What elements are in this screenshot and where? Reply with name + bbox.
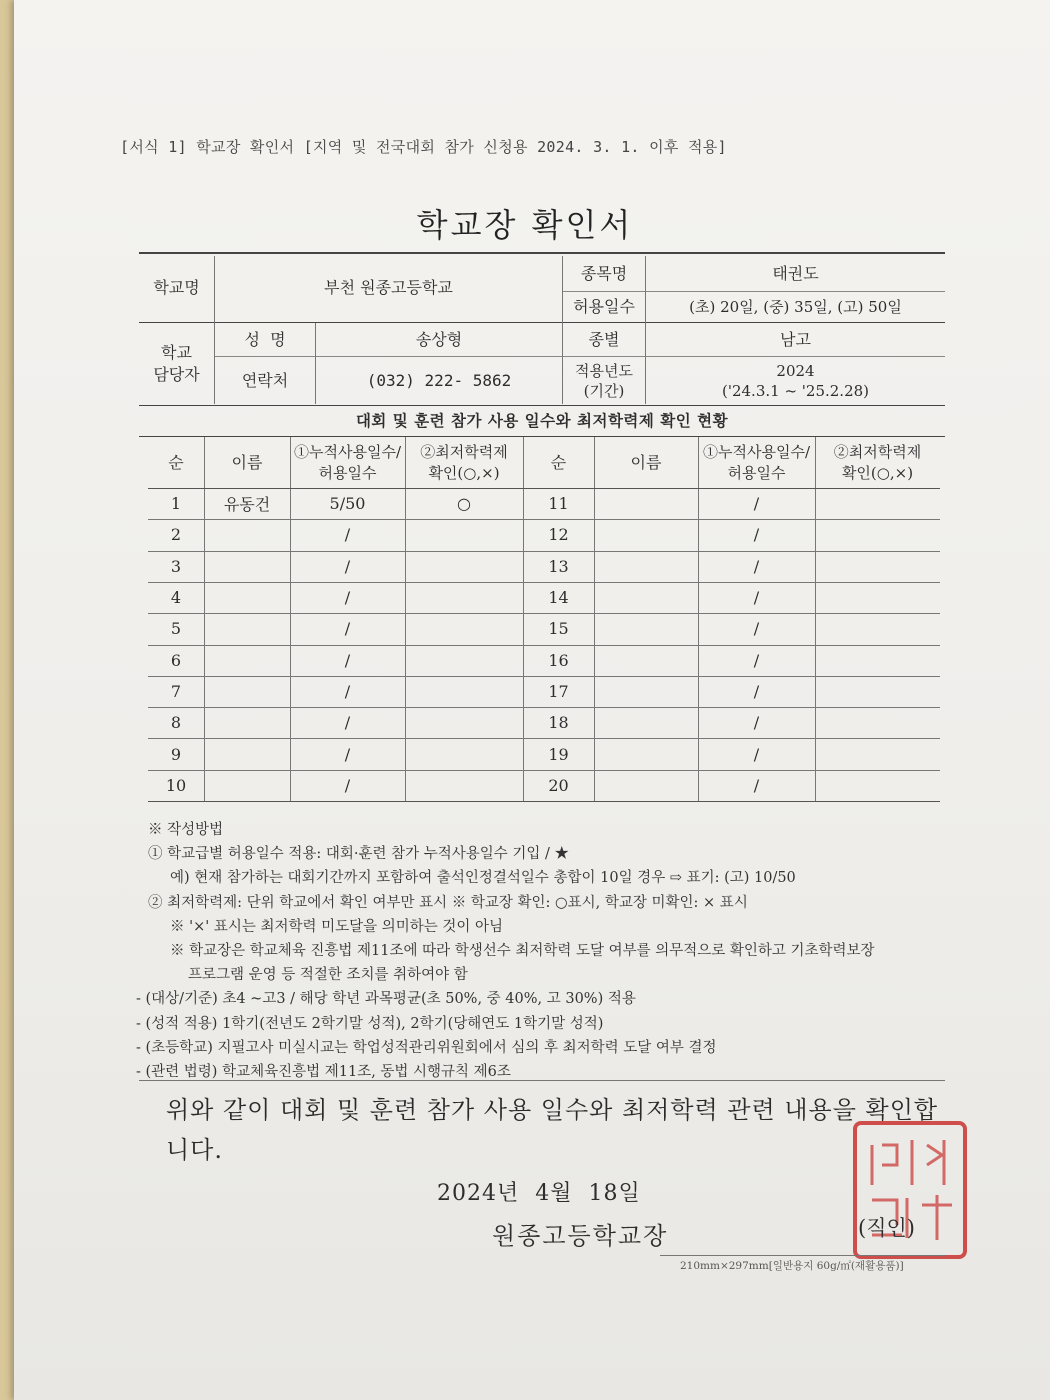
year-label	[563, 357, 645, 405]
table-cell-name	[594, 519, 698, 550]
table-cell-name	[204, 738, 290, 769]
table-cell-days: /	[344, 619, 351, 639]
table-cell-no: 18	[548, 713, 569, 733]
table-cell-no: 17	[548, 681, 569, 701]
header-check-line2: 확인(○,×)	[428, 463, 500, 482]
form-id: [서식 1] 학교장 확인서 [지역 및 전국대회 참가 신청용 2024. 3. 1. 이후 적용]	[120, 138, 727, 156]
table-cell-check	[815, 519, 940, 550]
table-cell-days: /	[753, 775, 760, 795]
table-cell-days: /	[344, 775, 351, 795]
table-cell-days: /	[344, 588, 351, 608]
table-cell-check	[815, 770, 940, 801]
sport-value: 태권도	[772, 263, 819, 283]
header-name: 이름	[231, 453, 263, 472]
table-cell-days: /	[344, 744, 351, 764]
table-cell-check	[815, 707, 940, 738]
header-name: 이름	[630, 453, 662, 472]
table-cell-check	[405, 645, 523, 676]
sport-label: 종목명	[580, 263, 628, 283]
header-check	[405, 437, 523, 488]
table-cell-check	[405, 519, 523, 550]
table-cell-no: 16	[548, 650, 569, 670]
table-cell-name	[594, 582, 698, 613]
year-value-line: 2024	[776, 362, 815, 380]
header-no: 순	[550, 453, 567, 472]
table-cell-days: /	[344, 681, 351, 701]
header-days	[290, 437, 405, 488]
table-cell-check: ○	[457, 494, 471, 514]
table-cell-name	[204, 707, 290, 738]
table-cell-check	[815, 582, 940, 613]
table-cell-days: 5/50	[329, 494, 366, 514]
note-line: ※ '×' 표시는 최저학력 미도달을 의미하는 것이 아님	[170, 918, 504, 935]
table-cell-no: 10	[165, 775, 187, 795]
confirmation-text: 위와 같이 대회 및 훈련 참가 사용 일수와 최저학력 관련 내용을 확인합니다.	[166, 1096, 939, 1164]
table-cell-name	[204, 645, 290, 676]
contact-label-line1: 학교	[161, 343, 192, 362]
header-check-line1: ②최저학력제	[833, 442, 922, 461]
table-cell-no: 4	[170, 588, 182, 608]
school-value: 부천 원종고등학교	[324, 278, 453, 297]
table-cell-no: 6	[170, 650, 182, 670]
table-cell-check	[405, 738, 523, 769]
school-label: 학교명	[153, 278, 200, 297]
table-cell-no: 1	[170, 494, 182, 514]
year-label-line2: (기간)	[583, 382, 625, 400]
table-cell-check	[405, 551, 523, 582]
table-cell-name	[594, 707, 698, 738]
table-cell-check	[815, 676, 940, 707]
table-cell-no: 7	[170, 681, 182, 701]
allowed-days-value: (초) 20일, (중) 35일, (고) 50일	[689, 298, 902, 316]
table-cell-days: /	[753, 650, 760, 670]
table-cell-name	[594, 770, 698, 801]
header-days-line2: 허용일수	[318, 463, 377, 482]
table-cell-no: 12	[548, 525, 569, 545]
table-cell-name	[204, 676, 290, 707]
table-cell-name	[594, 613, 698, 644]
table-cell-no: 5	[170, 619, 182, 639]
table-cell-name	[594, 645, 698, 676]
table-cell-days: /	[753, 494, 760, 514]
table-cell-name	[594, 551, 698, 582]
note-line: 프로그램 운영 등 적절한 조치를 취하여야 함	[188, 967, 468, 984]
divider	[139, 1080, 945, 1081]
header-days	[698, 437, 815, 488]
table-cell-check	[405, 582, 523, 613]
table-cell-check	[815, 613, 940, 644]
table-cell-days: /	[344, 650, 351, 670]
table-cell-name	[594, 676, 698, 707]
table-cell-no: 9	[170, 744, 182, 764]
table-cell-no: 20	[548, 775, 569, 795]
table-cell-check	[815, 551, 940, 582]
table-cell-check	[405, 676, 523, 707]
contact-label	[139, 323, 214, 405]
table-cell-days: /	[344, 713, 351, 733]
note-line: ② 최저학력제: 단위 학교에서 확인 여부만 표시 ※ 학교장 확인: ○표시, 학교장 미확인: × 표시	[148, 894, 748, 911]
table-cell-name	[594, 488, 698, 519]
table-cell-check	[405, 770, 523, 801]
section-title: 대회 및 훈련 참가 사용 일수와 최저학력제 확인 현황	[355, 411, 729, 430]
paper-spec: 210mm×297mm[일반용지 60g/㎡(재활용품)]	[680, 1260, 904, 1272]
table-cell-check	[405, 613, 523, 644]
table-cell-days: /	[753, 525, 760, 545]
header-days-line2: 허용일수	[727, 463, 786, 482]
category-value: 남고	[780, 329, 811, 349]
table-cell-no: 8	[170, 713, 182, 733]
principal-name: 원종고등학교장	[492, 1222, 669, 1250]
table-cell-no: 14	[548, 588, 569, 608]
table-cell-name	[594, 738, 698, 769]
table-cell-check	[405, 707, 523, 738]
allowed-days-label: 허용일수	[573, 297, 635, 316]
table-cell-name	[204, 551, 290, 582]
table-cell-no: 11	[548, 494, 569, 514]
table-cell-name	[204, 613, 290, 644]
table-cell-days: /	[344, 556, 351, 576]
table-cell-no: 13	[548, 556, 569, 576]
year-label-line1: 적용년도	[575, 362, 633, 380]
table-cell-name	[204, 519, 290, 550]
note-line: - (관련 법령) 학교체육진흥법 제11조, 동법 시행규칙 제6조	[136, 1064, 511, 1081]
note-line: - (초등학교) 지필고사 미실시교는 학업성적관리위원회에서 심의 후 최저학력 도달 여부 결정	[136, 1039, 717, 1056]
table-cell-name	[204, 582, 290, 613]
table-cell-no: 15	[548, 619, 569, 639]
table-cell-name: 유동건	[223, 495, 271, 515]
table-cell-check	[815, 738, 940, 769]
table-cell-days: /	[753, 619, 760, 639]
header-days-line1: ①누적사용일수/	[294, 442, 401, 461]
table-cell-days: /	[753, 744, 760, 764]
page-title: 학교장 확인서	[416, 206, 634, 244]
header-check	[815, 437, 940, 488]
table-cell-days: /	[753, 556, 760, 576]
phone-value: (032) 222- 5862	[366, 371, 512, 390]
instructions	[136, 818, 875, 1084]
table-bottom-line	[148, 801, 940, 802]
table-cell-days: /	[753, 588, 760, 608]
table-cell-days: /	[753, 713, 760, 733]
note-line: ※ 학교장은 학교체육 진흥법 제11조에 따라 학생선수 최저학력 도달 여부를 의무적으로 확인하고 기초학력보장	[170, 943, 875, 960]
header-check-line2: 확인(○,×)	[841, 463, 914, 482]
name-value: 송상형	[415, 329, 463, 349]
note-line: ① 학교급별 허용일수 적용: 대회·훈련 참가 누적사용일수 기입 / ★	[148, 846, 570, 863]
table-cell-days: /	[753, 681, 760, 701]
header-days-line1: ①누적사용일수/	[703, 442, 810, 461]
name-label: 성 명	[244, 329, 286, 349]
period-value-line: ('24.3.1 ~ '25.2.28)	[721, 382, 870, 400]
note-line: ※ 작성방법	[148, 822, 224, 838]
contact-label-line2: 담당자	[153, 365, 200, 384]
header-check-line1: ②최저학력제	[420, 442, 508, 461]
header-no: 순	[168, 453, 184, 472]
table-cell-name	[204, 770, 290, 801]
note-line: - (성적 적용) 1학기(전년도 2학기말 성적), 2학기(당해연도 1학기말 성적)	[136, 1015, 604, 1032]
issue-date: 2024년 4월 18일	[437, 1181, 641, 1206]
table-cell-days: /	[344, 525, 351, 545]
table-cell-check	[815, 645, 940, 676]
category-label: 종별	[588, 329, 620, 349]
year-value	[646, 357, 945, 405]
table-cell-check	[815, 488, 940, 519]
phone-label: 연락처	[241, 371, 289, 390]
footer-rule	[660, 1255, 945, 1256]
seal-label: (직인)	[858, 1216, 915, 1240]
table-cell-no: 3	[170, 556, 182, 576]
table-cell-no: 2	[170, 525, 182, 545]
table-cell-no: 19	[548, 744, 569, 764]
note-line: - (대상/기준) 초4 ~고3 / 해당 학년 과목평균(초 50%, 중 40%, 고 30%) 적용	[136, 991, 636, 1008]
note-line: 예) 현재 참가하는 대회기간까지 포함하여 출석인정결석일수 총합이 10일 경우 ⇨ 표기: (고) 10/50	[170, 870, 796, 887]
